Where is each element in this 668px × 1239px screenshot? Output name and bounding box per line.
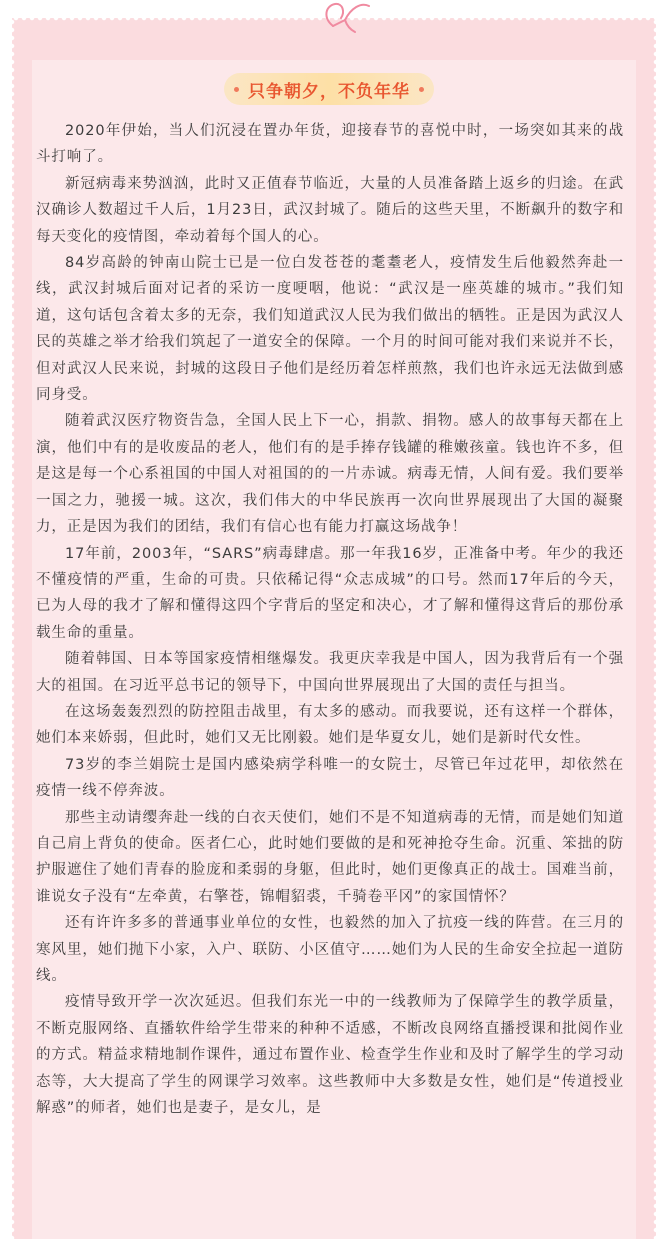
article-body (36, 118, 624, 1121)
paragraph: 随着韩国、日本等国家疫情相继爆发。我更庆幸我是中国人，因为我背后有一个强大的祖国。在习近平总书记的领导下，中国向世界展现出了大国的责任与担当。 (36, 651, 624, 694)
title-dot-left-icon (234, 87, 239, 92)
paragraph: 那些主动请缨奔赴一线的白衣天使们，她们不是不知道病毒的无情，而是她们知道自己肩上背负的使命。医者仁心，此时她们要做的是和死神抢夺生命。沉重、笨拙的防护服遮住了她们青春的脸庞和柔弱的身躯，但此时，她们更像真正的战士。国难当前，谁说女子没有“左牵黄，右擎苍，锦帽貂裘，千骑卷平冈”的家国情怀？ (36, 809, 624, 905)
title-banner (224, 73, 434, 105)
stamp-edge-left (8, 18, 16, 1239)
paragraph: 疫情导致开学一次次延迟。但我们东光一中的一线教师为了保障学生的教学质量，不断克服网络、直播软件给学生带来的种种不适感，不断改良网络直播授课和批阅作业的方式。精益求精地制作课件，通过布置作业、检查学生作业和及时了解学生的学习动态等，大大提高了学生的网课学习效率。这些教师中大多数是女性，她们是“传道授业解惑”的师者，她们也是妻子，是女儿，是 (36, 994, 624, 1117)
paragraph: 17年前，2003年，“SARS”病毒肆虐。那一年我16岁，正准备中考。年少的我还不懂疫情的严重，生命的可贵。只依稀记得“众志成城”的口号。然而17年后的今天，已为人母的我才了解和懂得这四个字背后的坚定和决心，才了解和懂得这背后的那份承载生命的重量。 (36, 545, 624, 641)
paragraph: 73岁的李兰娟院士是国内感染病学科唯一的女院士，尽管已年过花甲，却依然在疫情一线不停奔波。 (36, 756, 624, 800)
paragraph: 新冠病毒来势汹汹，此时又正值春节临近，大量的人员准备踏上返乡的归途。在武汉确诊人数超过千人后，1月23日，武汉封城了。随后的这些天里，不断飙升的数字和每天变化的疫情图，牵动着每个国人的心。 (36, 175, 624, 245)
paragraph: 84岁高龄的钟南山院士已是一位白发苍苍的耄耋老人，疫情发生后他毅然奔赴一线，武汉封城后面对记者的采访一度哽咽，他说：“武汉是一座英雄的城市。”我们知道，这句话包含着太多的无奈，我们知道武汉人民为我们做出的牺牲。正是因为武汉人民的英雄之举才给我们筑起了一道安全的保障。一个月的时间可能对我们来说并不长，但对武汉人民来说，封城的这段日子他们是经历着怎样煎熬，我们也许永远无法做到感同身受。 (36, 255, 624, 404)
paragraph: 还有许许多多的普通事业单位的女性，也毅然的加入了抗疫一线的阵营。在三月的寒风里，她们抛下小家，入户、联防、小区值守……她们为人民的生命安全拉起一道防线。 (36, 915, 624, 984)
paragraph: 2020年伊始，当人们沉浸在置办年货，迎接春节的喜悦中时，一场突如其来的战斗打响了。 (36, 123, 624, 166)
title-dot-right-icon (419, 87, 424, 92)
stamp-edge-right (652, 18, 660, 1239)
paragraph: 随着武汉医疗物资告急，全国人民上下一心，捐款、捐物。感人的故事每天都在上演，他们中有的是收废品的老人，他们有的是手捧存钱罐的稚嫩孩童。钱也许不多，但是这是每一个心系祖国的中国人对祖国的的一片赤诚。病毒无情，人间有爱。我们要举一国之力，驰援一城。这次，我们伟大的中华民族再一次向世界展现出了大国的凝聚力，正是因为我们的团结，我们有信心也有能力打赢这场战争！ (36, 413, 624, 536)
paragraph: 在这场轰轰烈烈的防控阻击战里，有太多的感动。而我要说，还有这样一个群体，她们本来娇弱，但此时，她们又无比刚毅。她们是华夏女儿，她们是新时代女性。 (36, 703, 624, 747)
ribbon-icon (315, 0, 375, 34)
article-title: 只争朝夕，不负年华 (248, 81, 410, 102)
